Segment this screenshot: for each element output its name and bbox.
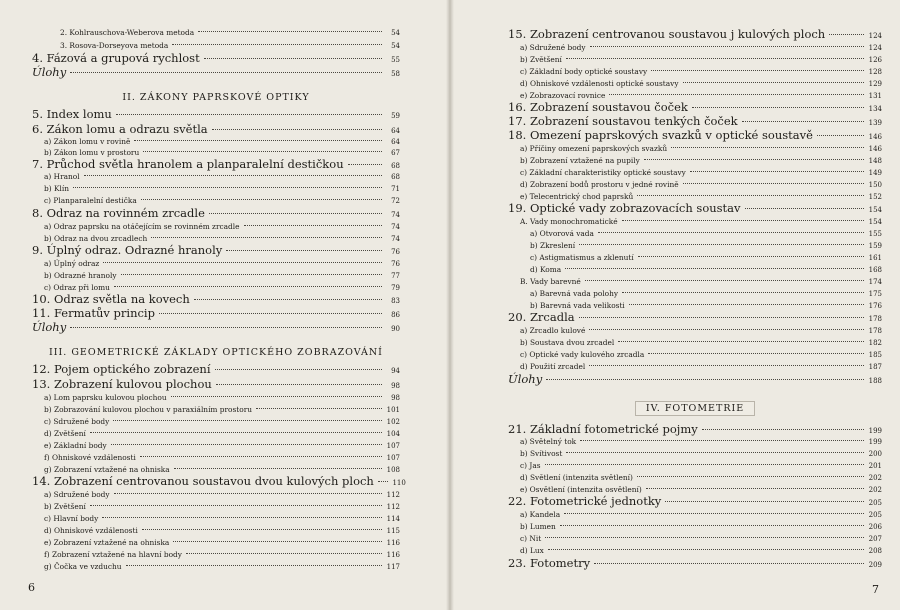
toc-entry: 10. Odraz světla na kovech 83	[32, 292, 400, 306]
toc-entry: 9. Úplný odraz. Odrazné hranoly 76	[32, 243, 400, 257]
toc-entry: Úlohy 58	[32, 65, 400, 79]
right-toc	[508, 0, 882, 610]
toc-entry: g) Čočka ve vzduchu 117	[44, 562, 400, 571]
page-number: 6	[28, 581, 35, 594]
toc-entry: c) Sdružené body 102	[44, 417, 400, 426]
toc-entry: a) Sdružené body 124	[520, 43, 882, 52]
toc-entry: 19. Optické vady zobrazovacích soustav 154	[508, 201, 882, 215]
toc-entry: 13. Zobrazení kulovou plochou 98	[32, 377, 400, 391]
toc-entry: a) Odraz paprsku na otáčejícím se rovinném zrcadle 74	[44, 222, 400, 231]
toc-entry: 23. Fotometry 209	[508, 556, 882, 570]
toc-entry: c) Nit 207	[520, 534, 882, 543]
toc-entry: Úlohy 90	[32, 320, 400, 334]
toc-entry: c) Odraz při lomu 79	[44, 283, 400, 292]
toc-entry: d) Ohniskové vzdálenosti 115	[44, 526, 400, 535]
toc-entry: b) Barevná vada velikosti 176	[530, 301, 882, 310]
toc-entry: b) Soustava dvou zrcadel 182	[520, 338, 882, 347]
toc-entry: 14. Zobrazení centrovanou soustavou dvou kulových ploch 110	[32, 474, 406, 488]
book-gutter	[446, 0, 454, 610]
toc-entry: d) Ohniskové vzdálenosti optické soustavy 129	[520, 79, 882, 88]
left-toc	[32, 0, 406, 610]
toc-entry: a) Zrcadlo kulové 178	[520, 326, 882, 335]
toc-entry: 12. Pojem optického zobrazení 94	[32, 362, 400, 376]
toc-entry: a) Zákon lomu v rovině 64	[44, 137, 400, 146]
toc-entry: c) Základní body optické soustavy 128	[520, 67, 882, 76]
toc-entry: Úlohy 188	[508, 372, 882, 386]
toc-entry: d) Zvětšení 104	[44, 429, 400, 438]
toc-entry: b) Zobrazení vztažené na pupily 148	[520, 156, 882, 165]
toc-entry: c) Optické vady kulového zrcadla 185	[520, 350, 882, 359]
page-number: 7	[872, 583, 879, 596]
toc-entry: b) Zvětšení 126	[520, 55, 882, 64]
toc-entry: 18. Omezení paprskových svazků v optické soustavě 146	[508, 128, 882, 142]
toc-entry: f) Zobrazení vztažené na hlavní body 116	[44, 550, 400, 559]
right-page	[454, 0, 900, 610]
toc-entry: 7. Průchod světla hranolem a planparalelní destičkou 68	[32, 157, 400, 171]
toc-entry: 4. Fázová a grupová rychlost 55	[32, 51, 400, 65]
section-heading: III. GEOMETRICKÉ ZÁKLADY OPTICKÉHO ZOBRAZOVÁNÍ	[49, 347, 383, 358]
toc-entry: e) Osvětlení (intenzita osvětlení) 202	[520, 485, 882, 494]
toc-entry: 6. Zákon lomu a odrazu světla 64	[32, 122, 400, 136]
toc-entry: e) Telecentrický chod paprsků 152	[520, 192, 882, 201]
toc-entry: 5. Index lomu 59	[32, 107, 400, 121]
toc-entry: 21. Základní fotometrické pojmy 199	[508, 422, 882, 436]
toc-entry: d) Použití zrcadel 187	[520, 362, 882, 371]
toc-entry: b) Zobrazování kulovou plochou v paraxiálním prostoru 101	[44, 405, 400, 414]
toc-entry: d) Zobrazení bodů prostoru v jedné rovině 150	[520, 180, 882, 189]
toc-entry: b) Odraz na dvou zrcadlech 74	[44, 234, 400, 243]
toc-entry: e) Zobrazovací rovnice 131	[520, 91, 882, 100]
toc-entry: b) Svítivost 200	[520, 449, 882, 458]
toc-entry: d) Lux 208	[520, 546, 882, 555]
toc-entry: 15. Zobrazení centrovanou soustavou j kulových ploch 124	[508, 27, 882, 41]
toc-entry: A. Vady monochromatické 154	[520, 217, 882, 226]
toc-entry: 8. Odraz na rovinném zrcadle 74	[32, 206, 400, 220]
toc-entry: b) Klín 71	[44, 184, 400, 193]
left-page	[0, 0, 446, 610]
toc-entry: a) Lom paprsku kulovou plochou 98	[44, 393, 400, 402]
toc-entry: a) Kandela 205	[520, 510, 882, 519]
toc-entry: 16. Zobrazení soustavou čoček 134	[508, 100, 882, 114]
toc-entry: a) Světelný tok 199	[520, 437, 882, 446]
section-heading: IV. FOTOMETRIE	[508, 401, 882, 416]
toc-entry: c) Planparalelní destička 72	[44, 196, 400, 205]
toc-entry: b) Zákon lomu v prostoru 67	[44, 148, 400, 157]
toc-entry: 3. Rosova-Dorseyova metoda 54	[60, 41, 400, 50]
toc-entry: a) Barevná vada polohy 175	[530, 289, 882, 298]
toc-entry: 20. Zrcadla 178	[508, 310, 882, 324]
toc-entry: c) Základní charakteristiky optické soustavy 149	[520, 168, 882, 177]
toc-entry: a) Úplný odraz 76	[44, 259, 400, 268]
toc-entry: 11. Fermatův princip 86	[32, 306, 400, 320]
toc-entry: c) Jas 201	[520, 461, 882, 470]
toc-entry: 17. Zobrazení soustavou tenkých čoček 139	[508, 114, 882, 128]
toc-entry: e) Zobrazení vztažené na ohniska 116	[44, 538, 400, 547]
toc-entry: 2. Kohlrauschova-Weberova metoda 54	[60, 28, 400, 37]
section-heading: II. ZÁKONY PAPRSKOVÉ OPTIKY	[122, 92, 310, 103]
toc-entry: B. Vady barevné 174	[520, 277, 882, 286]
toc-entry: b) Lumen 206	[520, 522, 882, 531]
toc-entry: c) Hlavní body 114	[44, 514, 400, 523]
toc-entry: f) Ohniskové vzdálenosti 107	[44, 453, 400, 462]
toc-entry: a) Otvorová vada 155	[530, 229, 882, 238]
toc-entry: c) Astigmatismus a zklenutí 161	[530, 253, 882, 262]
toc-entry: e) Základní body 107	[44, 441, 400, 450]
toc-entry: b) Odrazné hranoly 77	[44, 271, 400, 280]
toc-entry: 22. Fotometrické jednotky 205	[508, 494, 882, 508]
toc-entry: b) Zvětšení 112	[44, 502, 400, 511]
toc-entry: a) Hranol 68	[44, 172, 400, 181]
toc-entry: a) Sdružené body 112	[44, 490, 400, 499]
toc-entry: g) Zobrazení vztažené na ohniska 108	[44, 465, 400, 474]
toc-entry: d) Koma 168	[530, 265, 882, 274]
toc-entry: a) Příčiny omezení paprskových svazků 146	[520, 144, 882, 153]
toc-entry: b) Zkreslení 159	[530, 241, 882, 250]
toc-entry: d) Světlení (intenzita světlení) 202	[520, 473, 882, 482]
